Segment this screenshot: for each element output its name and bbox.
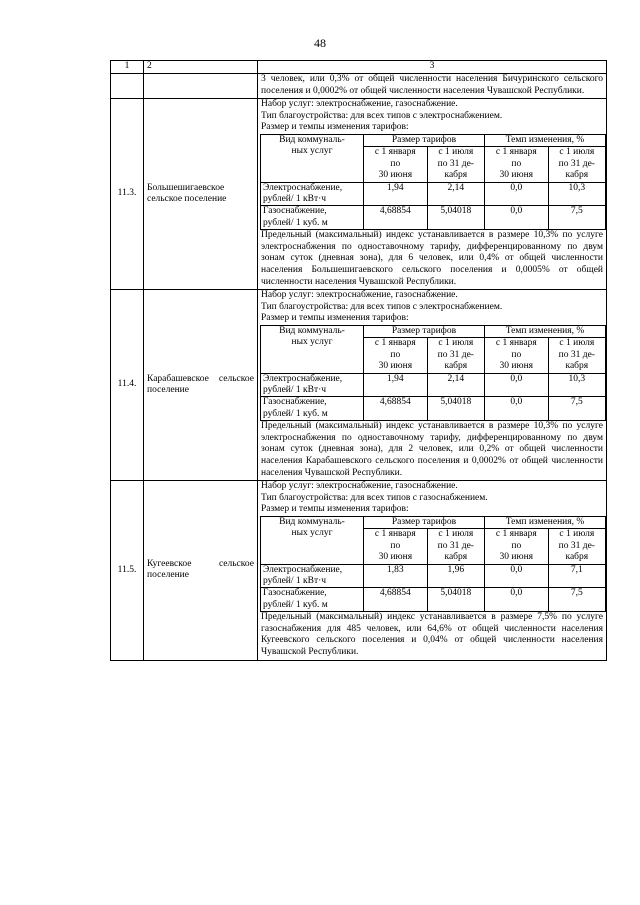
rate-value: 10,3	[548, 182, 605, 206]
tariff-size-header: Размер тарифов	[364, 134, 485, 146]
section-row	[111, 481, 607, 660]
period-jul-dec: с 1 июля по 31 де- кабря	[548, 147, 605, 182]
rates-caption: Размер и темпы изменения тарифов:	[261, 504, 409, 515]
tariff-type-header: Вид коммуналь- ных услуг	[261, 134, 364, 182]
tariff-value: 1,94	[364, 182, 428, 206]
tariff-row-gas	[261, 397, 606, 421]
header-col-1: 1	[111, 61, 144, 74]
main-table	[110, 60, 607, 661]
period-jul-dec: с 1 июля по 31 де- кабря	[427, 338, 484, 373]
period-jan-jun: с 1 января по 30 июня	[364, 529, 428, 564]
rate-value: 0,0	[484, 588, 548, 612]
service-label: Электроснабжение, рублей/ 1 кВт·ч	[261, 564, 364, 588]
settlement-name: Карабашевское сельское поселение	[144, 290, 258, 481]
rates-caption: Размер и темпы изменения тарифов:	[261, 122, 409, 133]
tariff-table	[260, 516, 606, 612]
period-jul-dec: с 1 июля по 31 де- кабря	[548, 529, 605, 564]
tariff-value: 1,83	[364, 564, 428, 588]
section-content	[258, 481, 607, 660]
tariff-rate-header: Темп изменения, %	[484, 325, 605, 337]
rate-value: 7,5	[548, 206, 605, 230]
rates-caption: Размер и темпы изменения тарифов:	[261, 313, 409, 324]
continuation-text	[258, 74, 607, 99]
improvement-line: Тип благоустройства: для всех типов с электроснабжением.	[261, 110, 503, 121]
tariff-row-gas	[261, 206, 606, 230]
tariff-value: 5,04018	[427, 397, 484, 421]
tariff-value: 1,94	[364, 373, 428, 397]
tariff-size-header: Размер тарифов	[364, 325, 485, 337]
header-row	[111, 61, 607, 74]
services-line: Набор услуг: электроснабжение, газоснабжение.	[261, 481, 458, 492]
rate-value: 0,0	[484, 373, 548, 397]
service-label: Электроснабжение, рублей/ 1 кВт·ч	[261, 373, 364, 397]
tariff-value: 4,68854	[364, 397, 428, 421]
section-content	[258, 290, 607, 481]
tariff-row-electricity	[261, 564, 606, 588]
period-jan-jun: с 1 января по 30 июня	[484, 529, 548, 564]
period-jan-jun: с 1 января по 30 июня	[364, 338, 428, 373]
period-jan-jun: с 1 января по 30 июня	[484, 147, 548, 182]
tariff-value: 2,14	[427, 373, 484, 397]
section-row	[111, 290, 607, 481]
rate-value: 0,0	[484, 397, 548, 421]
improvement-line: Тип благоустройства: для всех типов с электроснабжением.	[261, 301, 503, 312]
tariff-value: 2,14	[427, 182, 484, 206]
continuation-row	[111, 74, 607, 99]
period-jan-jun: с 1 января по 30 июня	[364, 147, 428, 182]
services-line: Набор услуг: электроснабжение, газоснабжение.	[261, 290, 458, 301]
section-content	[258, 99, 607, 290]
rate-value: 7,5	[548, 588, 605, 612]
section-number: 11.3.	[111, 99, 144, 290]
tariff-rate-header: Темп изменения, %	[484, 134, 605, 146]
service-label: Электроснабжение, рублей/ 1 кВт·ч	[261, 182, 364, 206]
tariff-row-gas	[261, 588, 606, 612]
tariff-value: 4,68854	[364, 588, 428, 612]
settlement-name: Кугеевское сельское поселение	[144, 481, 258, 660]
limit-text: Предельный (максимальный) индекс устанавливается в размере 10,3% по услуге электроснабжения по одноставочному тарифу, дифференцированному по двум зонам суток (дневная зона), для 6 человек, или 0,4% от общей численности населения Большешигаевского сельского поселения и 0,0005% от общей численности населения Чувашской Республики.	[261, 230, 603, 287]
tariff-value: 5,04018	[427, 206, 484, 230]
rate-value: 7,1	[548, 564, 605, 588]
tariff-row-electricity	[261, 373, 606, 397]
service-label: Газоснабжение, рублей/ 1 куб. м	[261, 206, 364, 230]
continuation-num	[111, 74, 144, 99]
rate-value: 0,0	[484, 206, 548, 230]
section-number: 11.4.	[111, 290, 144, 481]
tariff-value: 4,68854	[364, 206, 428, 230]
tariff-value: 1,96	[427, 564, 484, 588]
section-row	[111, 99, 607, 290]
service-label: Газоснабжение, рублей/ 1 куб. м	[261, 588, 364, 612]
period-jul-dec: с 1 июля по 31 де- кабря	[548, 338, 605, 373]
tariff-size-header: Размер тарифов	[364, 516, 485, 528]
intro-text: 3 человек, или 0,3% от общей численности населения Бичуринского сельского поселения и 0,0002% от общей численности населения Чувашской Республики.	[261, 74, 603, 96]
tariff-value: 5,04018	[427, 588, 484, 612]
period-jan-jun: с 1 января по 30 июня	[484, 338, 548, 373]
tariff-rate-header: Темп изменения, %	[484, 516, 605, 528]
header-col-3: 3	[258, 61, 607, 74]
rate-value: 7,5	[548, 397, 605, 421]
limit-text: Предельный (максимальный) индекс устанавливается в размере 7,5% по услуге газоснабжения для 485 человек, или 64,6% от общей численности населения Кугеевского сельского поселения и 0,04% от общей численности населения Чувашской Республики.	[261, 612, 603, 657]
page-number: 48	[314, 36, 326, 50]
services-line: Набор услуг: электроснабжение, газоснабжение.	[261, 99, 458, 110]
period-jul-dec: с 1 июля по 31 де- кабря	[427, 529, 484, 564]
settlement-name: Большешигаевское сельское поселение	[144, 99, 258, 290]
tariff-type-header: Вид коммуналь- ных услуг	[261, 516, 364, 564]
tariff-table	[260, 325, 606, 421]
rate-value: 0,0	[484, 564, 548, 588]
header-col-2: 2	[144, 61, 258, 74]
period-jul-dec: с 1 июля по 31 де- кабря	[427, 147, 484, 182]
improvement-line: Тип благоустройства: для всех типов с газоснабжением.	[261, 492, 488, 503]
rate-value: 0,0	[484, 182, 548, 206]
rate-value: 10,3	[548, 373, 605, 397]
service-label: Газоснабжение, рублей/ 1 куб. м	[261, 397, 364, 421]
tariff-table	[260, 134, 606, 230]
tariff-type-header: Вид коммуналь- ных услуг	[261, 325, 364, 373]
tariff-row-electricity	[261, 182, 606, 206]
continuation-name	[144, 74, 258, 99]
section-number: 11.5.	[111, 481, 144, 660]
limit-text: Предельный (максимальный) индекс устанавливается в размере 10,3% по услуге электроснабжения по одноставочному тарифу, дифференцированному по двум зонам суток (дневная зона), для 2 человек, или 0,2% от общей численности населения Карабашевского сельского поселения и 0,0002% от общей численности населения Чувашской Республики.	[261, 421, 603, 478]
